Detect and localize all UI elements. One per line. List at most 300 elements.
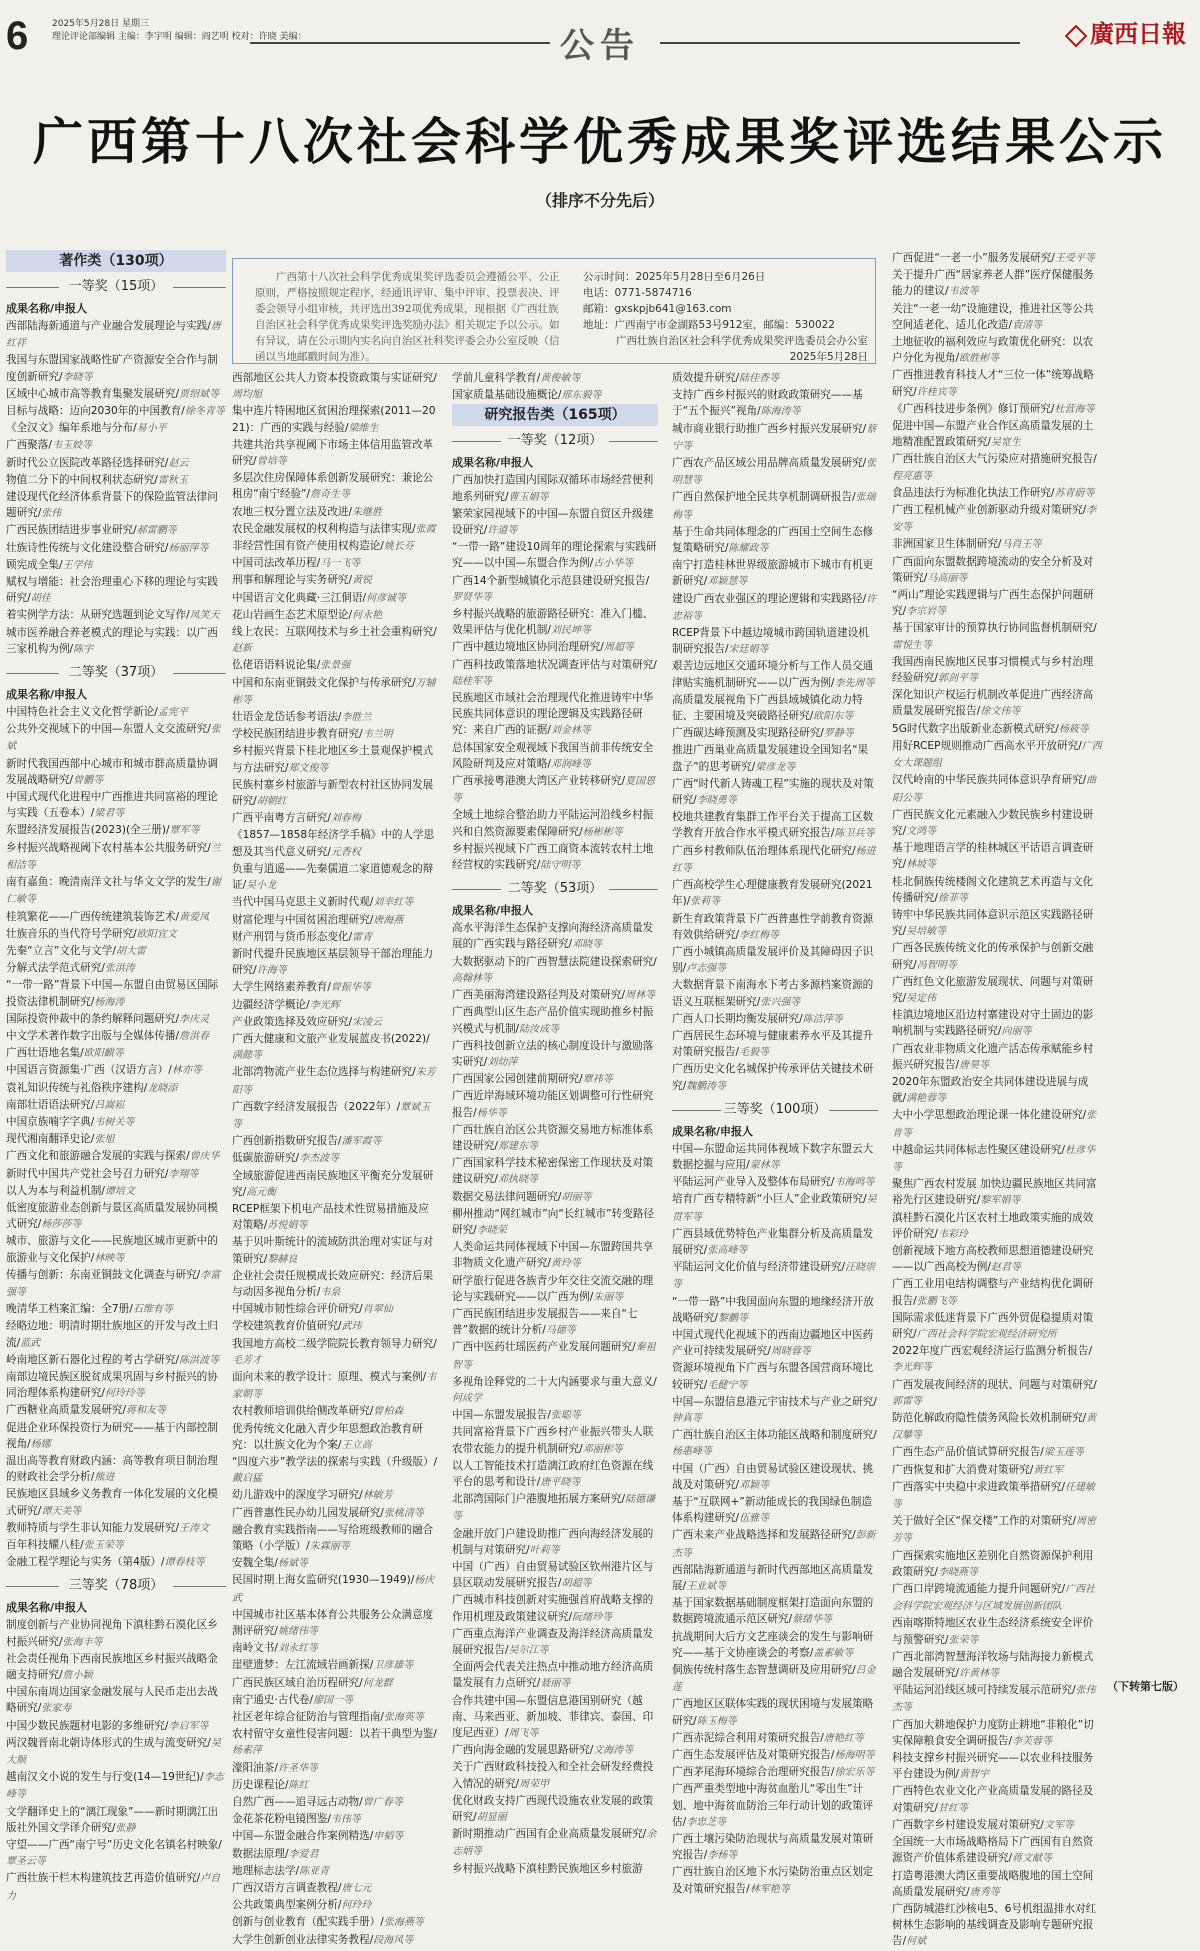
list-item [232,624,438,657]
list-item [232,1692,438,1709]
item-author: 欧胜彬等 [959,353,1000,365]
list-item [892,1717,1102,1750]
item-author: 胡大雷 [115,945,146,957]
notice-address: 地址：广西南宁市金湖路53号912室，邮编：530022 [583,319,835,331]
item-author: 易小平 [136,423,167,435]
item-author: 谭春枝等 [164,1557,205,1569]
item-title: 广西自然保护地全民共享机制调研报告/ [672,491,856,504]
column-3 [452,370,658,1875]
list-item [892,1210,1102,1243]
list-item [6,721,226,755]
list-column-header: 成果名称/申报人 [6,1601,88,1615]
item-author: 陈卫兵等 [834,828,875,840]
item-author: 阮绪珍等 [572,1611,613,1623]
item-author: 韦海鸣等 [834,1177,875,1189]
list-item [452,1273,658,1306]
list-item [452,1793,658,1826]
list-item [672,591,878,625]
item-title: 中国—东盟命运共同体视域下数字东盟云大数据挖掘与应用/ [672,1142,874,1171]
item-title: 创新视域下地方高校教师思想道德建设研究——以广西高校为例/ [892,1244,1094,1274]
list-item [6,557,226,574]
list-item [232,521,438,538]
list-item [6,1183,226,1200]
item-title: 中国（广西）自由贸易试验区建设现状、挑战及对策研究/ [672,1462,874,1491]
list-item [892,1410,1102,1444]
item-title: 《1857—1858年经济学手稿》中的人学思想及其当代意义研究/ [232,829,435,858]
item-title: 广西恢复和扩大消费对策研究/ [892,1463,1034,1476]
list-item [6,1486,226,1519]
item-author: 赵新 [232,643,252,655]
item-title: 滇桂黔石漠化片区农村土地政策实施的成效评价研究/ [892,1211,1094,1240]
list-item [452,472,658,505]
logo-mark-icon [1065,24,1088,47]
item-title: 基于国家数据基础制度框架打造面向东盟的数据跨境流通示范区研究/ [672,1597,874,1626]
item-title: 防范化解政府隐性债务风险长效机制研究/ [892,1412,1087,1425]
item-author: 邓丽彬等 [582,1443,623,1455]
column-5 [892,250,1102,1948]
item-title: 中国城市韧性综合评价研究/ [232,1303,363,1316]
item-title: 先秦“立言”文化与文学/ [6,944,116,957]
list-item [232,1454,438,1487]
item-author: 朱芳阳等 [232,1067,436,1096]
list-item [6,1684,226,1717]
item-author: 詹小颖 [62,1670,93,1682]
item-title: 广西小城镇高质量发展评价及其障碍因子识别/ [672,945,874,975]
item-author: 谢仁敏等 [6,877,221,906]
list-item [232,1201,438,1234]
list-item [892,1444,1102,1461]
item-author: 张高峰等 [707,1244,748,1256]
item-title: 当代中国马克思主义新时代观/ [232,896,374,909]
item-author: 张旭 [94,1134,115,1146]
item-title: 广西14个新型城镇化示范县建设研究报告/ [452,574,650,587]
item-author: 李宗岩等 [906,606,947,618]
item-author: 吴小龙 [246,880,277,892]
item-title: 广西探索实施地区差别化自然资源保护利用政策研究/ [892,1549,1094,1578]
item-title: 全国统一大市场战略格局下广西国有自然资源资产价值体系建设研究/ [892,1836,1094,1865]
item-author: 张伟 [41,508,62,520]
item-title: 农村留守女童性侵害问题：以若干典型为鉴/ [232,1728,437,1741]
item-title: 公共政策典型案例分析/ [232,1899,342,1912]
item-title: 着实例学方法：从研究选题到论文写作/ [6,609,190,622]
list-item [6,1131,226,1148]
list-item [232,1709,438,1726]
item-author: 马德等 [545,1325,576,1337]
list-item [232,1657,438,1674]
list-item [6,1267,226,1301]
item-author: 张莉等 [690,896,721,908]
item-author: 钟真等 [672,1412,702,1424]
item-author: 吕嵩崧 [94,1099,125,1111]
item-author: 曾鹏等 [73,774,104,786]
item-author: 唐昊等 [959,1059,990,1071]
list-item [452,573,658,606]
item-title: 自然广西——追寻远古动物/ [232,1796,363,1809]
list-item [452,841,658,874]
list-item [672,1461,878,1494]
item-author: 邓晓等 [572,939,603,951]
item-author: 何龙群 [362,1677,393,1689]
award-tier-heading: 一等奖（15项） [6,276,226,298]
item-title: 幼儿游戏中的深度学习研究/ [232,1489,363,1502]
item-author: 罗贤华等 [452,591,492,603]
list-item [892,738,1102,772]
item-author: 马肖王等 [1001,539,1042,551]
item-title: 财富伦理与中国贫困治理研究/ [232,913,374,926]
item-title: 广西未来产业战略选择和发展路径研究/ [672,1529,856,1542]
item-title: 广西民族区域自治历程研究/ [232,1676,363,1689]
list-item [6,1735,226,1769]
item-title: 广西平南粤方言研究/ [232,812,331,825]
list-item [6,874,226,908]
item-title: 侗族传统村落生态智慧调研及应用研究/ [672,1664,856,1677]
item-title: 广西聚落/ [6,439,52,452]
item-title: 平陆运河沿线区域可持续发展示范研究/ [892,1684,1076,1697]
award-tier-heading: 三等奖（78项） [6,1575,226,1597]
list-item [892,940,1102,973]
item-author: 程亮惠等 [892,470,932,482]
item-author: 韦波等 [948,286,979,298]
item-title: 建设现代化经济体系背景下的保险监管法律问题研究/ [6,491,218,520]
item-author: 张海燕等 [383,1917,424,1929]
list-item [232,810,438,827]
list-item [232,1031,438,1064]
item-author: 吴定伟 [906,992,937,1004]
item-title: 中国语言资源集·广西（汉语方言）/ [6,1064,172,1077]
item-title: 制度创新与产业协同视角下滇桂黔石漠化区乡村振兴研究/ [6,1619,218,1648]
item-author: 李爱君 [288,1848,319,1860]
item-author: 张霞 [415,523,436,535]
item-title: 广西居民生态环境与健康素养水平及其提升对策研究报告/ [672,1029,874,1059]
item-author: 张斌 [6,724,221,753]
item-author: 陈海涛等 [760,406,801,418]
item-author: 何永艳 [352,609,383,621]
list-item [672,977,878,1010]
list-item [452,1071,658,1088]
item-author: 张荣等 [948,1634,979,1646]
item-title: 乡村振兴战略视阈下农村基本公共服务研究/ [6,841,211,854]
header-rule-left [250,42,550,44]
page-title: 广西第十八次社会科学优秀成果奖评选结果公示 [33,113,1167,171]
item-title: 乡村振兴视域下广西工商资本流转农村土地经营权的实践研究/ [452,842,654,872]
item-title: 边疆经济学概论/ [232,998,310,1011]
item-author: 胡朝红 [256,796,287,808]
item-title: 中国京族喃字字典/ [6,1115,95,1128]
item-author: 蓝武 [20,1337,41,1349]
item-title: 面向未来的教学设计：原理、模式与案例/ [232,1370,427,1383]
item-title: 中国特色社会主义文化哲学新论/ [6,706,158,719]
item-title: 高水平海洋生态保护支撑向海经济高质量发展的广西实践与路径研究/ [452,922,654,951]
item-title: 我国与东盟国家战略性矿产资源安全合作与制度创新研究/ [6,354,218,383]
item-author: 魏鹏涛等 [686,1080,727,1092]
list-item [452,1458,658,1491]
item-title: 非经营性国有资产使用权构造论/ [232,540,384,553]
item-title: 安魏全集/ [232,1557,278,1570]
list-item [6,840,226,874]
item-title: 国际需求低迷背景下广西外贸促稳提质对策研究/ [892,1311,1094,1340]
list-item [232,929,438,946]
item-title: 广西数字经济发展报告（2022年）/ [232,1100,401,1113]
item-title: 融合教育实践指南——写给班级教师的融合策略（小学版）/ [232,1523,434,1553]
item-author: 张家寿 [41,1703,72,1715]
item-title: 数据交易法律问题研究/ [452,1190,562,1203]
list-item [232,946,438,979]
item-title: 广西国家科学技术秘密保密工作现状及对策建议研究/ [452,1157,654,1186]
item-title: 广西典型山区生态产品价值实现助推乡村振兴模式与机制/ [452,1006,654,1035]
list-item [892,1901,1102,1951]
item-author: 刘春梅 [330,813,361,825]
item-author: 雷秋玉 [157,474,188,486]
item-title: 校地共建教育集群工作平台关于提高工区数学教育开放合作水平模式研究报告/ [672,811,874,840]
item-author: 袁清等 [1012,319,1043,331]
item-author: 许黄林等 [959,1668,1000,1680]
item-author: 许桂宾等 [916,386,957,398]
notice-org: 广西壮族自治区社会科学优秀成果奖评选委员会办公室 [616,335,868,347]
item-author: 邓颖等 [739,1479,770,1491]
item-author: 黄俊敏等 [540,373,581,384]
item-title: 广西工程机械产业创新驱动升级对策研究/ [892,504,1087,517]
list-item [892,1377,1102,1410]
item-author: 林亦等 [171,1065,202,1077]
item-author: 韦伟等 [330,1814,361,1826]
item-title: 广西防城港红沙核电5、6号机组温排水对红树林生态影响的基线调查及影响专题研究报告/ [892,1902,1097,1948]
list-item [232,590,438,607]
item-title: 广西“时代新人铸魂工程”实施的现状及对策研究/ [672,777,874,807]
award-tier-heading: 二等奖（37项） [6,662,226,684]
item-title: 国家质量基础设施概论/ [452,389,562,402]
item-title: 广西生态发展评估及对策研究报告/ [672,1749,835,1762]
item-author: 曾培等 [256,456,287,468]
list-item [672,1011,878,1028]
item-title: 中越命运共同体标志性聚区建设研究/ [892,1143,1066,1156]
item-author: 曾庆华 [189,1151,220,1163]
list-item [892,502,1102,536]
item-author: 廖国一等 [313,1694,354,1706]
item-author: 韦泉 [320,1286,341,1298]
item-author: 曾振华等 [330,982,371,994]
item-title: 中国语言文化典藏·三江侗语/ [232,591,367,604]
item-author: 夏国恩等 [452,776,656,805]
item-author: 李晓勇等 [696,795,737,807]
item-author: 林敏芳 [362,1490,393,1502]
item-title: 广西人口长期均衡发展研究/ [672,1012,803,1025]
list-item [892,1817,1102,1834]
item-title: 集中连片特困地区贫困治理探索(2011—2021)：广西的实践与经验/ [232,405,436,434]
list-item [6,960,226,977]
item-author: 韦家朝等 [232,1371,437,1401]
item-title: 广西口岸跨境流通能力提升问题研究/ [892,1583,1066,1596]
item-author: 李先周等 [834,677,875,689]
list-item [452,1693,658,1743]
item-author: 贾绍斌等 [179,388,220,400]
list-item [672,1562,878,1595]
item-title: 关于提升广西“居家养老人群”医疗保健服务能力的建议/ [892,269,1094,298]
item-author: 文鸿等 [906,825,937,837]
item-title: 大中小学思想政治理论课一体化建设研究/ [892,1109,1087,1122]
list-item [892,721,1102,738]
item-title: 中国（广西）自由贸易试验区钦州港片区与县区联动发展研究报告/ [452,1561,654,1590]
item-author: 许道等 [487,525,518,537]
item-author: 梁彦龙等 [755,761,796,773]
list-item [232,827,438,860]
item-author: 韦彩玲 [937,1228,968,1240]
notice-email: 邮箱：gxskpjb641@163.com [583,303,732,315]
item-author: 邓颖慧等 [707,576,748,588]
item-author: 文海涛等 [593,1745,634,1757]
item-author: 张瑞梅等 [672,492,876,521]
item-title: 低密度旅游业态创新与景区高质量发展协同模式研究/ [6,1201,218,1231]
list-item [232,1150,438,1167]
item-author: 刘幸红等 [373,897,414,909]
item-author: 王受平等 [1054,253,1095,264]
item-author: 马高丽等 [927,572,968,584]
item-title: 线上农民：互联网技术与乡土社会重构研究/ [232,626,437,639]
item-title: 岭南地区新石器化过程的考古学研究/ [6,1353,180,1366]
item-author: 周飞等 [508,1728,539,1740]
item-title: 新生育政策背景下广西普惠性学前教育资源有效供给研究/ [672,912,874,941]
list-item [672,809,878,842]
item-author: 高元衡 [246,1186,277,1198]
item-title: 繁荣家园视域下的中国—东盟自贸区升级建设研究/ [452,507,654,537]
item-author: 张伟杰等 [892,1685,1096,1714]
item-title: 广西民族团结进步事业研究/ [6,524,137,537]
list-item [452,539,658,572]
item-author: 元香权 [330,846,361,858]
issue-date: 2025年5月28日 星期三 [52,19,149,29]
item-title: “一带一路”背景下中国—东盟自由贸易区国际投资法律机制研究/ [6,979,219,1008]
item-author: 刘金林等 [550,725,591,737]
item-author: 王业斌等 [686,1581,727,1593]
item-title: 广西近岸海域环境功能区划调整可行性研究报告/ [452,1090,654,1119]
item-author: 马一飞等 [320,558,361,570]
item-title: 多层次住房保障体系创新发展研究：兼论公租房“南宁经验”/ [232,472,434,501]
item-author: 张聪等 [550,1410,581,1422]
item-title: 壮族音乐的当代符号学研究/ [6,927,137,940]
item-title: 广西美丽海湾建设路径判及对策研究/ [452,989,626,1002]
item-author: 覃斌玉等 [232,1101,431,1130]
item-title: 广西茅尾海环境综合治理研究报告/ [672,1766,835,1779]
list-item [452,639,658,656]
item-title: 中文学术著作数字出版与全媒体传播/ [6,1029,180,1042]
list-item [232,1168,438,1201]
list-item [672,557,878,590]
item-author: 张肯等 [892,1110,1097,1139]
list-item [892,1682,1102,1716]
item-author: 黄玲等 [550,1258,581,1270]
item-author: 李启军等 [168,1720,209,1732]
item-author: 唐艳红等 [823,1732,864,1744]
item-title: 促进企业环保投资行为研究——基于内部控制视角/ [6,1421,218,1450]
item-title: 广西加快打造国内国际双循环市场经营便利地系列研究/ [452,474,654,503]
list-item [232,1811,438,1828]
list-item [6,318,226,352]
item-title: 艰苦边远地区交通环境分析与工作人员交通津贴实施机制研究——以广西为例/ [672,660,874,689]
item-author: 任建敏等 [892,1481,1096,1511]
list-item [452,1742,658,1759]
list-item [232,1777,438,1794]
item-author: 李杨等 [707,1850,738,1862]
item-author: 雷青 [352,931,373,943]
item-author: 韦树关等 [94,1116,135,1128]
list-item [232,743,438,776]
item-author: 雷悦生等 [892,639,932,651]
item-title: 总体国家安全观视域下我国当前非传统安全风险研判及应对策略/ [452,741,654,770]
list-item [452,1306,658,1339]
list-item [892,1513,1102,1547]
item-title: 创新与创业教育（配实践手册）/ [232,1916,384,1929]
list-item [6,1520,226,1537]
list-item [892,1834,1102,1867]
item-author: 郝雷鹏等 [136,525,177,537]
item-title: 广西赤泥综合利用对策研究报告/ [672,1731,824,1744]
list-item [672,370,878,387]
item-author: 满艳蓉等 [906,1093,947,1105]
list-item [6,489,226,522]
item-author: 陆德谦等 [452,1494,656,1523]
list-item [452,987,658,1004]
item-author: 徐文伟等 [980,706,1021,718]
list-item [672,776,878,809]
item-author: 黎赫良 [267,1253,298,1265]
item-author: 吴培敏等 [906,926,947,938]
list-item [452,1004,658,1037]
item-author: 欧阳宜文 [136,928,177,940]
item-author: 李胜兰 [341,712,372,724]
list-item [892,620,1102,653]
item-title: 广西特色农业文化产业高质量发展的路径及对策研究/ [892,1785,1094,1814]
item-author: 广西社会科学院宏观经济研究所 [916,1329,1057,1340]
list-item [232,1897,438,1914]
list-item [672,421,878,455]
list-item [452,387,658,404]
list-item [672,1294,878,1327]
item-author: 杨惠峰等 [672,1446,712,1458]
item-title: 产业政策选择及效应研究/ [232,1015,353,1028]
item-title: 新时代提升民族地区基层领导干部治理能力研究/ [232,947,434,977]
list-item [672,1730,878,1747]
list-item [892,1276,1102,1309]
list-item [6,756,226,789]
list-item [892,807,1102,840]
item-title: “四度六步”教学法的探索与实践（升级版）/ [232,1456,438,1468]
list-item [232,912,438,929]
list-item [672,725,878,742]
item-author: 唐平晓等 [540,1476,581,1488]
item-title: 乡村振兴战略下滇桂黔民族地区乡村旅游 [452,1862,643,1875]
column-2 [232,370,438,1946]
list-item [6,977,226,1010]
item-title: 资源环境视角下广西与东盟各国营商环境比较研究/ [672,1362,874,1391]
list-item [892,367,1102,400]
item-author: 李富强等 [6,1269,221,1298]
list-item [232,403,438,436]
item-title: 推进广西巢业高质量发展建设全国知名“果盘子”的思考研究/ [672,744,869,773]
list-item [232,1828,438,1845]
list-item [6,472,226,489]
page-header [0,0,1200,66]
item-title: 广西严重类型地中海贫血胎儿“零出生”计划、地中海贫血防治三年行动计划的政策评估/ [672,1783,874,1828]
item-title: 广西大健康和文旅产业发展蓝皮书(2022)/ [232,1032,430,1045]
item-title: 广西推进教育科技人才“三位一体”统筹战略研究/ [892,369,1094,398]
item-title: 民国时期上海女监研究(1930—1949)/ [232,1574,415,1587]
list-column-header: 成果名称/申报人 [452,904,534,918]
list-item [232,470,438,503]
list-item [452,1155,658,1188]
list-item [6,1718,226,1735]
item-author: 聂丽等 [540,1678,571,1690]
item-title: “两山”理论实践逻辑与广西生态保护问题研究/ [892,589,1094,618]
item-title: 南部边境民族区脱贫成果巩固与乡村振兴的协同治理体系构建研究/ [6,1370,218,1400]
